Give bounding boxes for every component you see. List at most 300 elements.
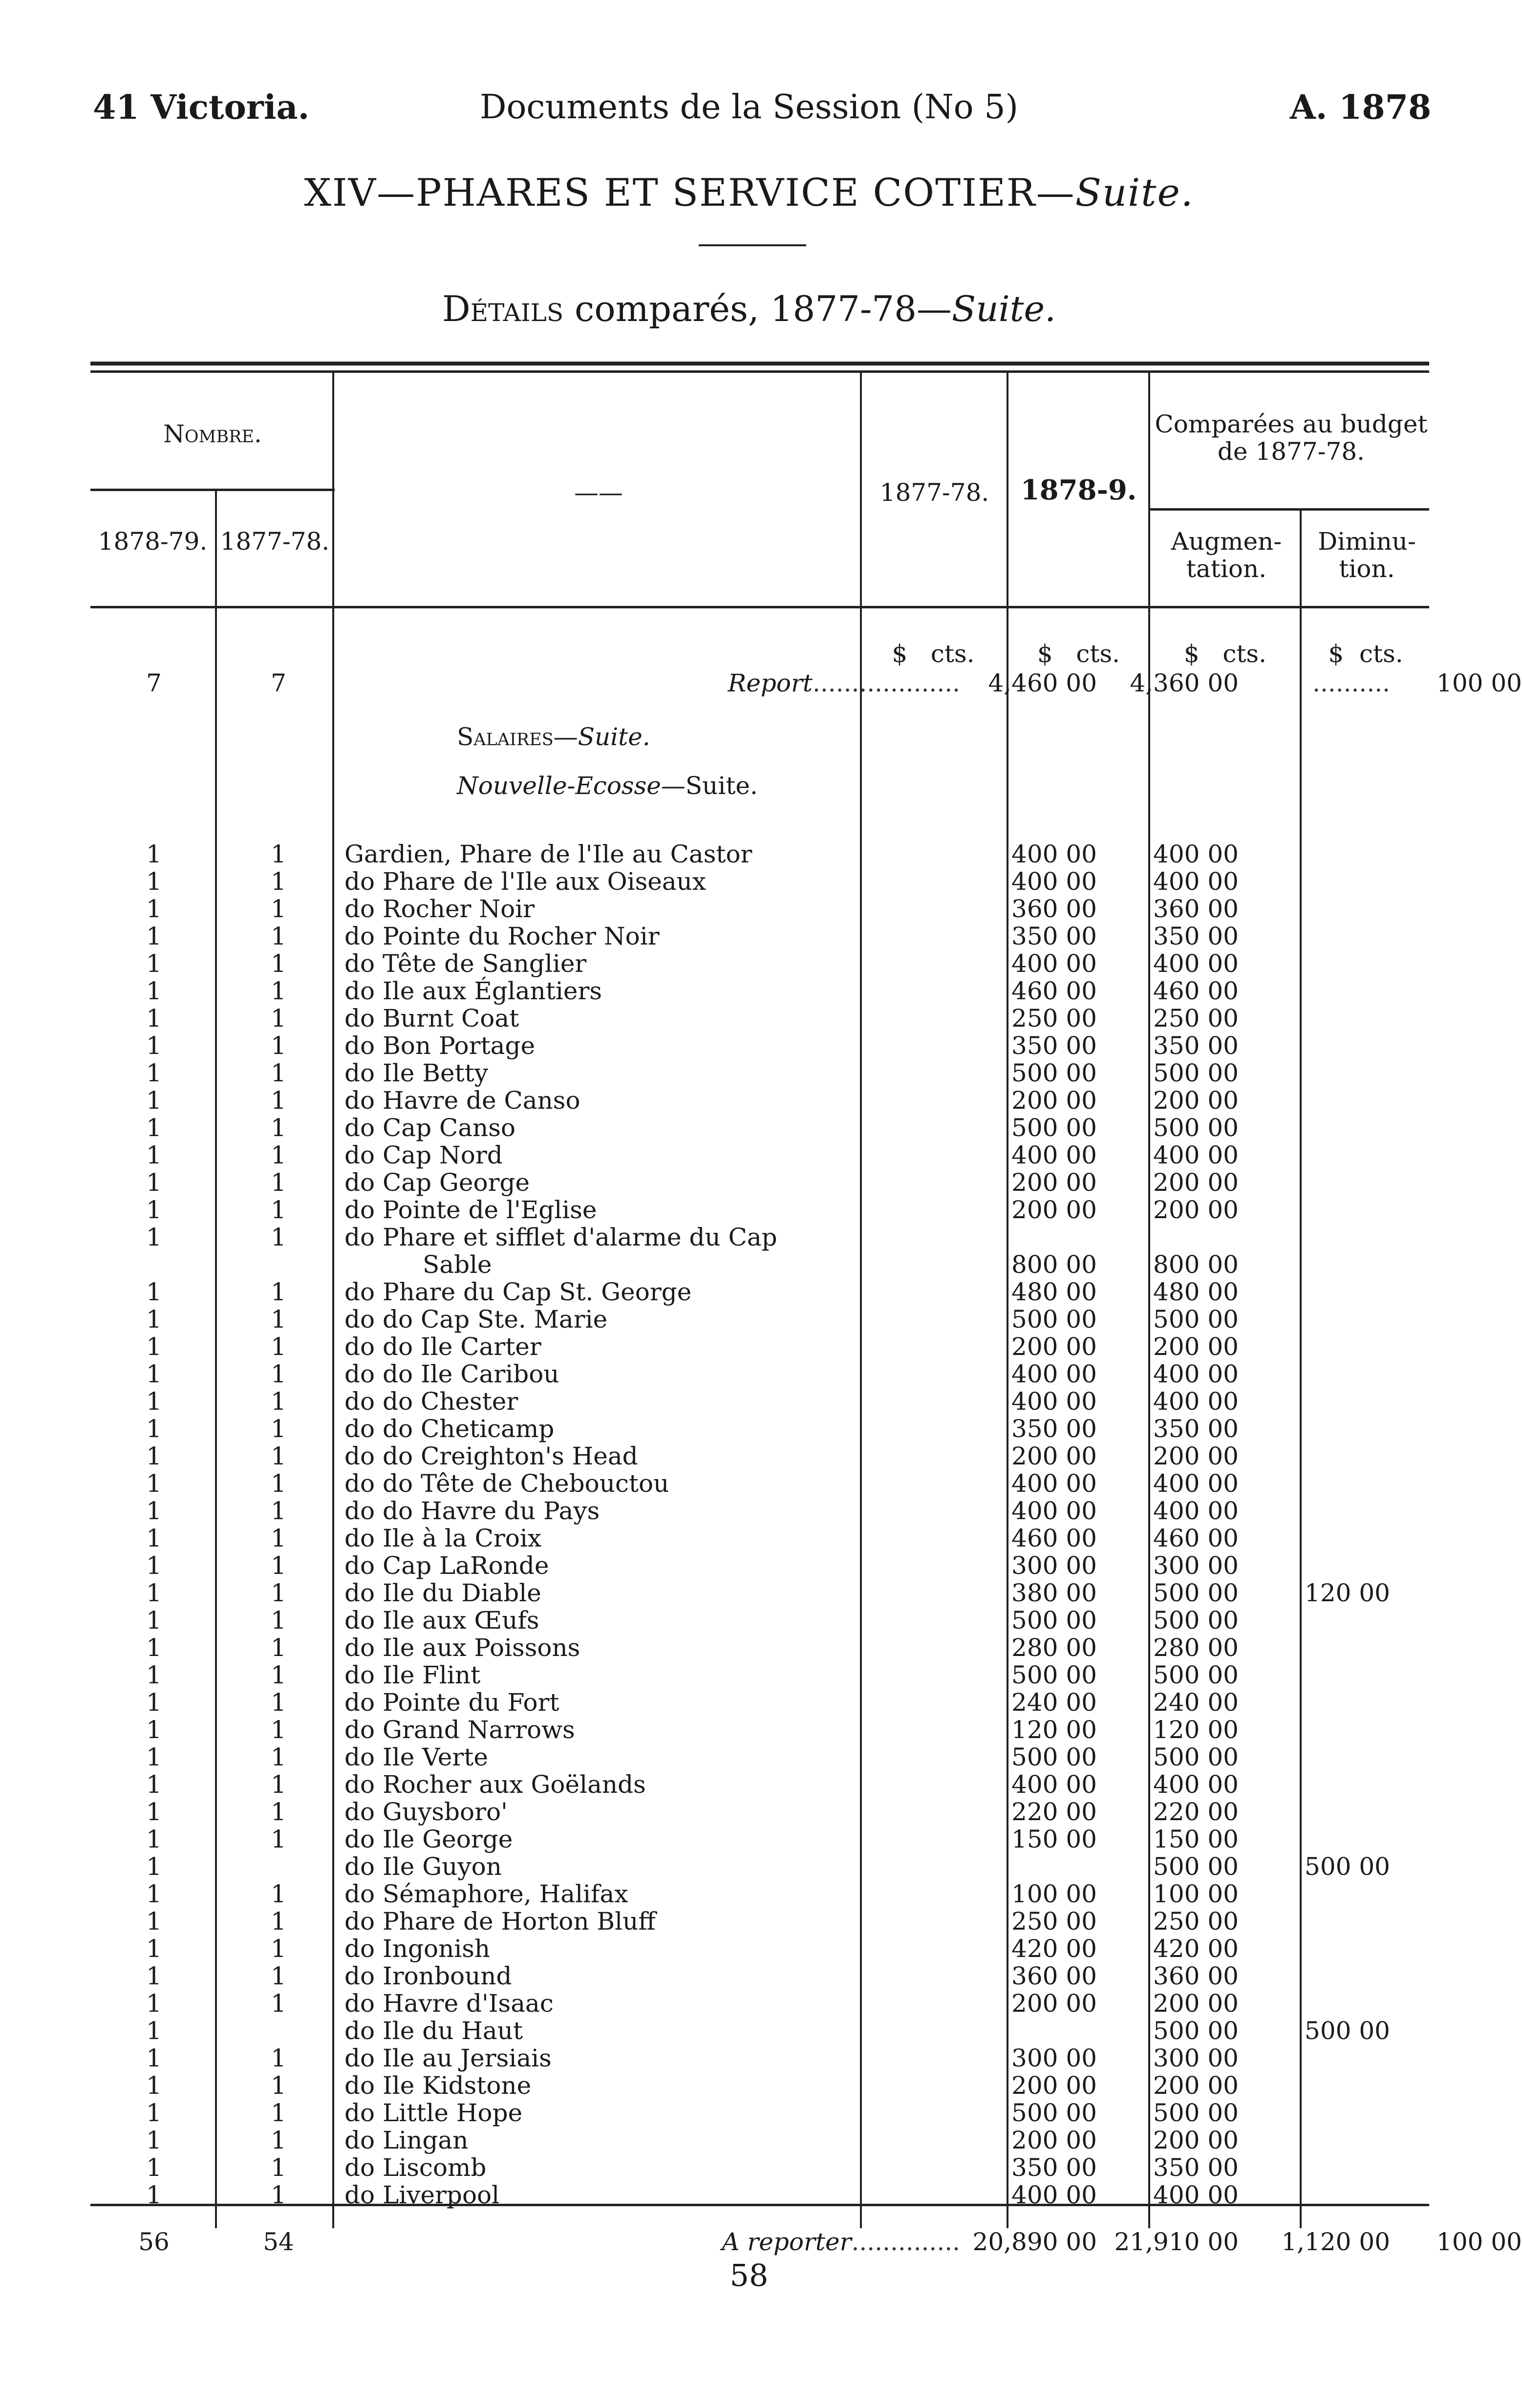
- row-1878-9: 360 00: [1153, 1962, 1239, 1990]
- row-1878-9: 500 00: [1153, 1852, 1239, 1881]
- row-n7778: 1: [271, 1798, 286, 1826]
- unit-augmentation: [1153, 640, 1297, 667]
- row-n7778: 1: [271, 2071, 286, 2100]
- row-n7879: 1: [146, 1305, 162, 1333]
- row-1878-9: 400 00: [1153, 949, 1239, 978]
- row-n7778: 1: [271, 1935, 286, 1963]
- page-number: 58: [729, 2258, 769, 2293]
- row-n7879: 1: [146, 2099, 162, 2127]
- row-n7879: 1: [146, 2153, 162, 2182]
- row-1877-78: 100 00: [1011, 1880, 1097, 1908]
- row-description: do do Chester: [344, 1387, 518, 1416]
- row-1877-78: 200 00: [1011, 1442, 1097, 1470]
- row-1878-9: 350 00: [1153, 922, 1239, 950]
- row-1878-9: 500 00: [1153, 1114, 1239, 1142]
- row-1878-9: 150 00: [1153, 1825, 1239, 1853]
- row-n7879: 1: [146, 1004, 162, 1032]
- row-description: do Cap LaRonde: [344, 1551, 549, 1580]
- row-1877-78: 400 00: [1011, 1497, 1097, 1525]
- row-1878-9: 400 00: [1153, 1141, 1239, 1169]
- row-n7879: 1: [146, 1059, 162, 1087]
- row-1877-78: 300 00: [1011, 2044, 1097, 2072]
- report-augmentation: [1248, 669, 1390, 697]
- row-1877-78: 400 00: [1011, 949, 1097, 978]
- total-1877-78: 20,890 00: [972, 2228, 1097, 2256]
- total-n7778: 54: [263, 2228, 294, 2256]
- row-n7879: 1: [146, 1333, 162, 1361]
- row-1878-9: 200 00: [1153, 2071, 1239, 2100]
- row-1877-78: 500 00: [1011, 2099, 1097, 2127]
- row-1877-78: 350 00: [1011, 2153, 1097, 2182]
- row-1877-78: 400 00: [1011, 1469, 1097, 1498]
- row-1877-78: 350 00: [1011, 1415, 1097, 1443]
- row-n7778: 1: [271, 2181, 286, 2209]
- row-description: do Ile Flint: [344, 1661, 481, 1689]
- row-1877-78: 500 00: [1011, 1305, 1097, 1333]
- row-1878-9: 350 00: [1153, 2153, 1239, 2182]
- row-1878-9: 500 00: [1153, 1743, 1239, 1771]
- row-1877-78: 500 00: [1011, 1059, 1097, 1087]
- row-description: do Ile à la Croix: [344, 1524, 542, 1552]
- report-1878-9: 4,360 00: [1130, 669, 1239, 697]
- row-description: do do Havre du Pays: [344, 1497, 600, 1525]
- row-1878-9: 460 00: [1153, 977, 1239, 1005]
- colhead-augmentation: Augmen-tation.: [1171, 527, 1282, 583]
- row-1878-9: 240 00: [1153, 1688, 1239, 1717]
- row-n7778: 1: [271, 1634, 286, 1662]
- row-description: do Bon Portage: [344, 1032, 536, 1060]
- row-n7879: 1: [146, 1688, 162, 1717]
- row-augmentation: 500 00: [1305, 1852, 1390, 1881]
- row-description: do Ile Verte: [344, 1743, 488, 1771]
- page-subtitle: [0, 288, 1498, 329]
- table-top-rule-2: [90, 370, 1429, 373]
- row-1878-9: 460 00: [1153, 1524, 1239, 1552]
- row-n7778: 1: [271, 1168, 286, 1197]
- row-n7778: 1: [271, 1825, 286, 1853]
- row-1878-9: 500 00: [1153, 1059, 1239, 1087]
- row-n7778: 1: [271, 895, 286, 923]
- row-n7778: 1: [271, 1141, 286, 1169]
- total-augmentation: 1,120 00: [1281, 2228, 1390, 2256]
- row-description: do Cap Canso: [344, 1114, 515, 1142]
- row-augmentation: 120 00: [1305, 1579, 1390, 1607]
- row-description: do do Cheticamp: [344, 1415, 555, 1443]
- row-1878-9: 200 00: [1153, 1168, 1239, 1197]
- cents-label: cts.: [930, 640, 975, 668]
- row-1877-78: 400 00: [1011, 867, 1097, 896]
- row-1878-9: 300 00: [1153, 1551, 1239, 1580]
- row-1877-78: 380 00: [1011, 1579, 1097, 1607]
- leader-dots: ..............: [851, 2228, 960, 2256]
- row-description: do Phare du Cap St. George: [344, 1278, 692, 1306]
- row-1878-9: 400 00: [1153, 1360, 1239, 1388]
- subtitle-rest: comparés, 1877-78—: [563, 288, 952, 329]
- row-n7879: 1: [146, 1387, 162, 1416]
- table-top-rule: [90, 362, 1429, 366]
- row-n7778: 1: [271, 1743, 286, 1771]
- row-n7879: 1: [146, 949, 162, 978]
- row-1878-9: 350 00: [1153, 1415, 1239, 1443]
- row-description: do Little Hope: [344, 2099, 523, 2127]
- row-n7778: 1: [271, 1196, 286, 1224]
- row-1878-9: 500 00: [1153, 1579, 1239, 1607]
- row-1877-78: 200 00: [1011, 1168, 1097, 1197]
- row-1878-9: 800 00: [1153, 1250, 1239, 1279]
- row-n7778: 1: [271, 1579, 286, 1607]
- row-n7778: 1: [271, 2044, 286, 2072]
- dollar-sign: $: [892, 640, 908, 668]
- row-n7778: 1: [271, 1688, 286, 1717]
- row-description: do Ingonish: [344, 1935, 491, 1963]
- row-1878-9: 400 00: [1153, 1387, 1239, 1416]
- row-n7879: 1: [146, 1579, 162, 1607]
- row-1877-78: 200 00: [1011, 1196, 1097, 1224]
- row-n7879: 1: [146, 1907, 162, 1935]
- row-n7778: 1: [271, 1989, 286, 2018]
- dollar-sign: $: [1037, 640, 1053, 668]
- unit-y7879: [1009, 640, 1148, 667]
- nombre-underline: [90, 489, 335, 491]
- row-description: do Ile Kidstone: [344, 2071, 532, 2100]
- row-n7879: 1: [146, 1168, 162, 1197]
- row-1878-9: 350 00: [1153, 1032, 1239, 1060]
- row-1877-78: 280 00: [1011, 1634, 1097, 1662]
- row-n7879: 1: [146, 840, 162, 868]
- colhead-description-dash: ——: [574, 478, 623, 507]
- row-1877-78: 220 00: [1011, 1798, 1097, 1826]
- row-description: do do Ile Caribou: [344, 1360, 559, 1388]
- row-n7879: 1: [146, 2044, 162, 2072]
- row-n7879: 1: [146, 2017, 162, 2045]
- total-1878-9: 21,910 00: [1114, 2228, 1239, 2256]
- row-description: do Ile Guyon: [344, 1852, 502, 1881]
- row-1877-78: 400 00: [1011, 1770, 1097, 1799]
- page-title-main: XIV—PHARES ET SERVICE COTIER—: [304, 171, 1075, 215]
- row-1878-9: 400 00: [1153, 1497, 1239, 1525]
- row-n7778: 1: [271, 922, 286, 950]
- row-n7778: 1: [271, 1415, 286, 1443]
- row-n7778: 1: [271, 1360, 286, 1388]
- row-1877-78: 300 00: [1011, 1551, 1097, 1580]
- row-1878-9: 500 00: [1153, 2099, 1239, 2127]
- row-description: do Burnt Coat: [344, 1004, 519, 1032]
- row-1877-78: 400 00: [1011, 1360, 1097, 1388]
- row-1877-78: 800 00: [1011, 1250, 1097, 1279]
- section-salaires-label: [344, 723, 1072, 751]
- row-1878-9: 100 00: [1153, 1880, 1239, 1908]
- row-n7778: 1: [271, 867, 286, 896]
- row-n7879: 1: [146, 1415, 162, 1443]
- row-n7778: 1: [271, 1004, 286, 1032]
- row-1877-78: 360 00: [1011, 1962, 1097, 1990]
- row-augmentation: 500 00: [1305, 2017, 1390, 2045]
- row-description: do Ile au Jersiais: [344, 2044, 552, 2072]
- row-n7778: 1: [271, 1606, 286, 1634]
- row-n7778: 1: [271, 1551, 286, 1580]
- row-1878-9: 400 00: [1153, 2181, 1239, 2209]
- row-1878-9: 120 00: [1153, 1716, 1239, 1744]
- row-1877-78: 500 00: [1011, 1114, 1097, 1142]
- row-1877-78: 500 00: [1011, 1743, 1097, 1771]
- row-1878-9: 400 00: [1153, 1770, 1239, 1799]
- cents-label: cts.: [1076, 640, 1120, 668]
- row-1877-78: 480 00: [1011, 1278, 1097, 1306]
- row-description: do Ile du Diable: [344, 1579, 541, 1607]
- row-description: do Ile aux Poissons: [344, 1634, 580, 1662]
- row-n7778: 1: [271, 1387, 286, 1416]
- row-n7879: 1: [146, 1223, 162, 1251]
- row-description: do Liscomb: [344, 2153, 487, 2182]
- report-label-text: Report: [728, 669, 813, 697]
- subtitle-suite: Suite.: [951, 288, 1056, 329]
- colhead-comparees: Comparées au budget de 1877-78.: [1155, 410, 1428, 466]
- total-diminution: 100 00: [1436, 2228, 1522, 2256]
- row-1877-78: 200 00: [1011, 2071, 1097, 2100]
- row-description: do Ile Betty: [344, 1059, 488, 1087]
- report-label: [344, 669, 960, 697]
- row-1877-78: 350 00: [1011, 1032, 1097, 1060]
- row-n7778: 1: [271, 2153, 286, 2182]
- dollar-sign: $: [1328, 640, 1344, 668]
- row-n7879: 1: [146, 2181, 162, 2209]
- row-1878-9: 200 00: [1153, 1442, 1239, 1470]
- row-1877-78: 500 00: [1011, 1661, 1097, 1689]
- leader-dots: ..........: [1312, 669, 1390, 697]
- row-1877-78: 400 00: [1011, 1387, 1097, 1416]
- row-n7879: 1: [146, 977, 162, 1005]
- header-session-title: Documents de la Session (No 5): [479, 88, 1019, 127]
- row-n7879: 1: [146, 1469, 162, 1498]
- row-n7778: 1: [271, 1223, 286, 1251]
- row-n7879: 1: [146, 1278, 162, 1306]
- row-description: do Phare et sifflet d'alarme du Cap: [344, 1223, 777, 1251]
- row-description: do Phare de Horton Bluff: [344, 1907, 656, 1935]
- row-1878-9: 200 00: [1153, 1196, 1239, 1224]
- total-n7879: 56: [138, 2228, 170, 2256]
- row-n7879: 1: [146, 922, 162, 950]
- row-n7778: 1: [271, 1278, 286, 1306]
- row-1878-9: 200 00: [1153, 1086, 1239, 1115]
- section-salaires-suite: Suite.: [578, 723, 650, 751]
- row-1878-9: 250 00: [1153, 1907, 1239, 1935]
- row-n7879: 1: [146, 1360, 162, 1388]
- row-description: do Ile aux Églantiers: [344, 977, 602, 1005]
- row-description: Gardien, Phare de l'Ile au Castor: [344, 840, 752, 868]
- row-1878-9: 220 00: [1153, 1798, 1239, 1826]
- row-description: do Ile du Haut: [344, 2017, 523, 2045]
- row-description: do Grand Narrows: [344, 1716, 575, 1744]
- row-n7879: 1: [146, 1962, 162, 1990]
- row-1877-78: 400 00: [1011, 840, 1097, 868]
- row-description: do Ile George: [344, 1825, 513, 1853]
- row-n7778: 1: [271, 2126, 286, 2154]
- colhead-y7879: 1878-9.: [1020, 474, 1137, 506]
- row-1878-9: 500 00: [1153, 1606, 1239, 1634]
- row-1878-9: 400 00: [1153, 1469, 1239, 1498]
- row-1877-78: 250 00: [1011, 1004, 1097, 1032]
- row-1878-9: 500 00: [1153, 1305, 1239, 1333]
- row-1877-78: 420 00: [1011, 1935, 1097, 1963]
- colhead-y7778: 1877-78.: [879, 478, 989, 507]
- row-1877-78: 400 00: [1011, 2181, 1097, 2209]
- header-session-right: A. 1878: [1290, 88, 1432, 127]
- cents-label: cts.: [1222, 640, 1267, 668]
- row-1877-78: 460 00: [1011, 1524, 1097, 1552]
- cents-label: cts.: [1359, 640, 1403, 668]
- row-1877-78: 350 00: [1011, 922, 1097, 950]
- header-bottom-rule: [90, 606, 1429, 608]
- row-n7778: 1: [271, 1333, 286, 1361]
- row-description: do Guysboro': [344, 1798, 508, 1826]
- row-description: do Lingan: [344, 2126, 469, 2154]
- row-n7778: 1: [271, 1497, 286, 1525]
- row-description: do Havre de Canso: [344, 1086, 580, 1115]
- row-description: do Pointe du Rocher Noir: [344, 922, 660, 950]
- row-n7778: 1: [271, 1907, 286, 1935]
- row-n7879: 1: [146, 1661, 162, 1689]
- row-1878-9: 420 00: [1153, 1935, 1239, 1963]
- header-session-left: 41 Victoria.: [93, 88, 310, 127]
- row-n7879: 1: [146, 1196, 162, 1224]
- row-1878-9: 360 00: [1153, 895, 1239, 923]
- row-1877-78: 200 00: [1011, 1333, 1097, 1361]
- row-1878-9: 400 00: [1153, 867, 1239, 896]
- comparees-underline: [1148, 508, 1429, 511]
- row-1878-9: 200 00: [1153, 1333, 1239, 1361]
- row-description: do Tête de Sanglier: [344, 949, 587, 978]
- row-n7879: 1: [146, 1798, 162, 1826]
- row-1878-9: 500 00: [1153, 2017, 1239, 2045]
- row-description: do Cap George: [344, 1168, 530, 1197]
- dollar-sign: $: [1183, 640, 1200, 668]
- row-n7879: 1: [146, 1114, 162, 1142]
- row-n7778: 1: [271, 1469, 286, 1498]
- row-1877-78: 120 00: [1011, 1716, 1097, 1744]
- row-1877-78: 150 00: [1011, 1825, 1097, 1853]
- row-description: do Ironbound: [344, 1962, 512, 1990]
- row-n7879: 1: [146, 1935, 162, 1963]
- row-n7778: 1: [271, 1880, 286, 1908]
- row-1877-78: 250 00: [1011, 1907, 1097, 1935]
- row-n7778: 1: [271, 1305, 286, 1333]
- row-n7778: 1: [271, 1114, 286, 1142]
- total-label: [344, 2228, 960, 2256]
- total-label-text: A reporter: [722, 2228, 852, 2256]
- row-n7879: 1: [146, 1825, 162, 1853]
- row-n7879: 1: [146, 1524, 162, 1552]
- section-province-label: [344, 772, 1072, 799]
- row-n7778: 1: [271, 949, 286, 978]
- row-1877-78: 400 00: [1011, 1141, 1097, 1169]
- row-n7778: 1: [271, 1059, 286, 1087]
- row-1877-78: 360 00: [1011, 895, 1097, 923]
- row-n7879: 1: [146, 1770, 162, 1799]
- row-n7778: 1: [271, 1032, 286, 1060]
- row-1878-9: 200 00: [1153, 2126, 1239, 2154]
- page-title-suite: Suite.: [1075, 171, 1194, 215]
- row-n7778: 1: [271, 1962, 286, 1990]
- row-n7879: 1: [146, 1880, 162, 1908]
- row-1877-78: 500 00: [1011, 1606, 1097, 1634]
- row-description: do do Cap Ste. Marie: [344, 1305, 608, 1333]
- colhead-n7879: 1878-79.: [98, 527, 208, 556]
- row-description: do Rocher Noir: [344, 895, 535, 923]
- row-description: do Ile aux Œufs: [344, 1606, 539, 1634]
- row-n7879: 1: [146, 2126, 162, 2154]
- row-description: do Phare de l'Ile aux Oiseaux: [344, 867, 707, 896]
- row-1878-9: 280 00: [1153, 1634, 1239, 1662]
- row-n7879: 1: [146, 1141, 162, 1169]
- row-1878-9: 480 00: [1153, 1278, 1239, 1306]
- row-description: do Liverpool: [344, 2181, 500, 2209]
- row-n7778: 1: [271, 840, 286, 868]
- report-n7879: 7: [146, 669, 162, 697]
- row-1877-78: 200 00: [1011, 1086, 1097, 1115]
- row-description: do Pointe de l'Eglise: [344, 1196, 597, 1224]
- row-n7778: 1: [271, 1524, 286, 1552]
- row-1877-78: 200 00: [1011, 1989, 1097, 2018]
- row-1877-78: 460 00: [1011, 977, 1097, 1005]
- vrule-2: [332, 371, 334, 2228]
- leader-dots: ...................: [813, 669, 960, 697]
- row-n7879: 1: [146, 1852, 162, 1881]
- row-n7778: 1: [271, 1442, 286, 1470]
- row-description: do Sémaphore, Halifax: [344, 1880, 628, 1908]
- row-n7879: 1: [146, 1606, 162, 1634]
- page-title: [0, 171, 1498, 215]
- row-description: do do Creighton's Head: [344, 1442, 638, 1470]
- row-1877-78: 200 00: [1011, 2126, 1097, 2154]
- row-n7879: 1: [146, 2071, 162, 2100]
- report-n7778: 7: [271, 669, 286, 697]
- unit-diminution: [1302, 640, 1429, 667]
- row-1878-9: 200 00: [1153, 1989, 1239, 2018]
- row-description: do do Ile Carter: [344, 1333, 541, 1361]
- section-province-suite: Suite.: [685, 772, 758, 800]
- row-n7778: 1: [271, 1770, 286, 1799]
- row-n7778: 1: [271, 977, 286, 1005]
- report-diminution: 100 00: [1436, 669, 1522, 697]
- row-n7778: 1: [271, 1661, 286, 1689]
- row-description: do Rocher aux Goëlands: [344, 1770, 646, 1799]
- row-description: do Pointe du Fort: [344, 1688, 559, 1717]
- row-n7879: 1: [146, 1989, 162, 2018]
- colhead-nombre: Nombre.: [163, 420, 262, 448]
- row-description: do do Tête de Chebouctou: [344, 1469, 669, 1498]
- row-n7778: 1: [271, 2099, 286, 2127]
- row-1877-78: 240 00: [1011, 1688, 1097, 1717]
- colhead-n7778: 1877-78.: [220, 527, 330, 556]
- row-description: do Cap Nord: [344, 1141, 503, 1169]
- report-1877-78: 4,460 00: [988, 669, 1097, 697]
- vrule-6: [1300, 508, 1302, 2228]
- row-n7879: 1: [146, 895, 162, 923]
- row-n7778: 1: [271, 1716, 286, 1744]
- unit-y7778: [862, 640, 1004, 667]
- row-1878-9: 300 00: [1153, 2044, 1239, 2072]
- row-description: Sable: [423, 1250, 492, 1279]
- section-salaires-text: Salaires—: [457, 723, 578, 751]
- row-n7879: 1: [146, 1551, 162, 1580]
- title-divider: [699, 244, 806, 246]
- row-description: do Havre d'Isaac: [344, 1989, 554, 2018]
- row-n7879: 1: [146, 1634, 162, 1662]
- row-n7879: 1: [146, 867, 162, 896]
- row-n7879: 1: [146, 1442, 162, 1470]
- row-1878-9: 400 00: [1153, 840, 1239, 868]
- row-n7879: 1: [146, 1032, 162, 1060]
